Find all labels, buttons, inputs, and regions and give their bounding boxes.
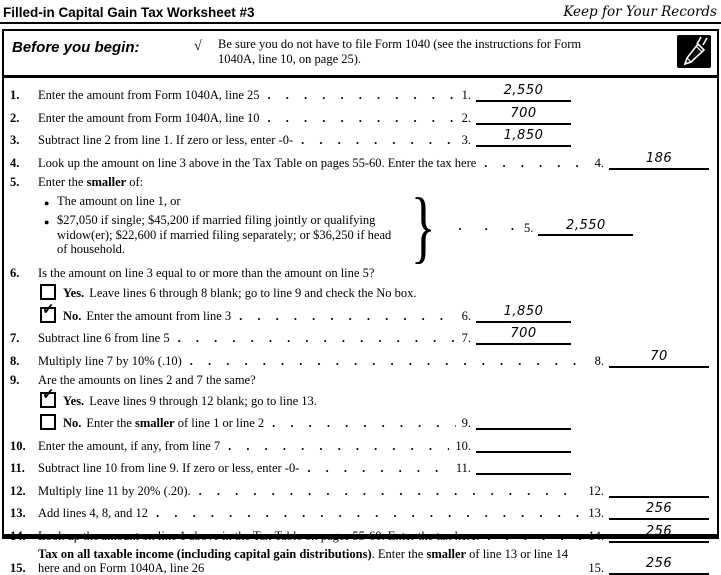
- amount-value[interactable]: [476, 412, 571, 430]
- amount-value[interactable]: 1,850: [476, 129, 571, 147]
- dot-leader: [199, 484, 583, 498]
- before-you-begin-text: Be sure you do not have to file Form 1040 (see the instructions for Form 1040A, line 10, on page 25).: [218, 37, 582, 66]
- line-text-segment: Enter the amount, if any, from line 7: [38, 438, 221, 453]
- line-number: 15.: [10, 561, 26, 575]
- line-text: [38, 484, 191, 498]
- line-text-segment: Add lines 4, 8, and 12: [38, 506, 149, 520]
- worksheet-lines: [4, 78, 717, 575]
- dot-leader: . . .: [458, 219, 525, 233]
- line-number: 3.: [10, 133, 20, 147]
- line-text-segment: Multiply line 7 by 10% (.10): [38, 353, 182, 368]
- checkmark-icon: √: [194, 39, 202, 54]
- amount-field-line-14: [588, 525, 709, 543]
- dot-leader: [268, 111, 456, 125]
- bullet-list: [44, 194, 404, 260]
- keep-for-your-records-note: Keep for Your Records: [563, 4, 717, 20]
- line-text: [38, 266, 374, 280]
- dot-leader: [307, 461, 449, 475]
- checkbox-label: No.: [63, 416, 82, 430]
- amount-field-line-2: [462, 107, 571, 125]
- worksheet-line-8: [10, 350, 711, 368]
- worksheet-line-5: [10, 174, 711, 189]
- line-text-segment: Leave lines 9 through 12 blank; go to line 13.: [89, 393, 317, 408]
- checkbox-checked[interactable]: [40, 301, 56, 323]
- checkbox-row-line-9-no: [40, 412, 711, 430]
- dot-leader: [272, 416, 455, 430]
- amount-field-line-3: [462, 129, 571, 147]
- amount-value[interactable]: 2,550: [476, 84, 571, 102]
- line-text-segment: Leave lines 6 through 8 blank; go to line 9 and check the No box.: [89, 286, 417, 300]
- line-text: [38, 354, 182, 368]
- checkmark-icon: ✓: [42, 386, 55, 403]
- line-number: 13.: [10, 506, 26, 520]
- worksheet-line-4: [10, 152, 711, 170]
- line-text-segment: . Enter the: [371, 547, 427, 561]
- line-text: [38, 133, 293, 147]
- amount-value[interactable]: 256: [609, 525, 709, 543]
- line-text-segment: Subtract line 2 from line 1. If zero or less, enter -0-: [38, 133, 294, 147]
- worksheet-box: [2, 29, 719, 575]
- amount-label: 3.: [461, 133, 471, 147]
- amount-field-line-13: [588, 502, 709, 520]
- amount-value[interactable]: 186: [609, 152, 709, 170]
- line-text-segment: Multiply line 11 by 20% (.20).: [38, 483, 191, 498]
- dot-leader: [156, 506, 582, 520]
- amount-value[interactable]: 1,850: [476, 305, 571, 323]
- before-you-begin-label: Before you begin:: [12, 39, 140, 56]
- checkbox-label: Yes.: [63, 393, 85, 408]
- line-text: [38, 529, 479, 543]
- worksheet-line-7: [10, 327, 711, 345]
- amount-label: 11.: [455, 461, 471, 475]
- checkbox-row-line-6-no: [40, 301, 711, 323]
- checkbox-text: [86, 309, 231, 323]
- line-text-segment: Enter the: [86, 416, 135, 430]
- worksheet-line-3: [10, 129, 711, 147]
- amount-label: 2.: [461, 110, 471, 125]
- amount-label: 5.: [524, 220, 534, 235]
- line-text-segment: Subtract line 10 from line 9. If zero or less, enter -0-: [38, 461, 300, 475]
- worksheet-line-15: [10, 547, 711, 575]
- line-number: 9.: [10, 373, 20, 387]
- amount-label: 7.: [461, 331, 471, 345]
- amount-label: 12.: [588, 483, 604, 498]
- bullet-icon: ●: [44, 197, 50, 208]
- amount-field-line-10: [455, 435, 571, 453]
- amount-value[interactable]: [476, 435, 571, 453]
- dot-leader: [239, 309, 455, 323]
- worksheet-line-9: [10, 372, 711, 387]
- worksheet-line-11: [10, 457, 711, 475]
- checkbox-text: [86, 416, 264, 430]
- dot-leader: [190, 354, 589, 368]
- amount-value[interactable]: 256: [609, 557, 709, 575]
- amount-label: 1.: [461, 88, 471, 102]
- worksheet-line-6: [10, 265, 711, 280]
- dot-leader: [301, 133, 456, 147]
- amount-label: 15.: [588, 561, 604, 575]
- bullet-text: $27,050 if single; $45,200 if married filing jointly or qualifying widow(er); $22,600 if married filing separately; or $36,250 if head of household.: [57, 213, 392, 256]
- line-text: [38, 547, 574, 575]
- bullet-item: [44, 213, 404, 257]
- amount-field-line-5: [524, 218, 633, 236]
- amount-field-line-7: [462, 327, 571, 345]
- checkbox-label: No.: [63, 308, 82, 323]
- bullet-item: [44, 194, 404, 211]
- line-text: [38, 506, 148, 520]
- worksheet-line-13: [10, 502, 711, 520]
- line-text: [38, 461, 299, 475]
- before-you-begin-section: [4, 31, 717, 78]
- line-text-segment: Is the amount on line 3 equal to or more than the amount on line 5?: [38, 265, 375, 280]
- line-number: 10.: [10, 438, 26, 453]
- amount-field-line-8: [595, 350, 709, 368]
- amount-field-line-4: [595, 152, 709, 170]
- checkbox-checked[interactable]: [40, 386, 56, 408]
- amount-label: 6.: [461, 308, 471, 323]
- line-text-segment: Enter the: [38, 175, 87, 189]
- line-text-segment: of line 13 or line 14 here and on Form 1040A, line 26: [38, 547, 569, 575]
- line-text: [38, 331, 170, 345]
- line-text-segment: smaller: [426, 547, 467, 561]
- line-text-segment: Look up the amount on line 3 above in the Tax Table on pages 55-60. Enter the tax here: [38, 155, 477, 170]
- line-text-segment: Look up the amount on line 1 above in the Tax Table on pages 55-60. Enter the tax here.: [38, 528, 480, 543]
- checkbox-unchecked[interactable]: [40, 284, 56, 300]
- amount-value[interactable]: 700: [476, 327, 571, 345]
- amount-value[interactable]: [476, 457, 571, 475]
- line-number: 4.: [10, 155, 20, 170]
- dot-leader: [484, 156, 588, 170]
- amount-value[interactable]: 700: [476, 107, 571, 125]
- amount-label: 9.: [461, 416, 471, 430]
- worksheet-line-2: [10, 107, 711, 125]
- line-text-segment: Are the amounts on lines 2 and 7 the same?: [38, 373, 256, 387]
- worksheet-line-14: [10, 525, 711, 543]
- pencil-icon: [677, 35, 711, 68]
- checkbox-text: [89, 286, 416, 300]
- line-number: 2.: [10, 110, 20, 125]
- line-text-segment: Enter the amount from Form 1040A, line 25: [38, 88, 260, 102]
- line-text: [38, 111, 260, 125]
- line-text-segment: of line 1 or line 2: [174, 416, 265, 430]
- amount-field-line-15: [588, 557, 709, 575]
- line-number: 11.: [10, 461, 25, 475]
- bullet-icon: ●: [44, 217, 50, 227]
- amount-label: 4.: [594, 155, 604, 170]
- worksheet-line-1: [10, 84, 711, 102]
- amount-field-line-6: [462, 305, 571, 323]
- right-brace: }: [410, 182, 436, 271]
- worksheet-line-12: [10, 480, 711, 498]
- line-text: [38, 373, 256, 387]
- page-header: [0, 0, 721, 24]
- line-text: [38, 156, 476, 170]
- amount-label: 8.: [594, 353, 604, 368]
- line-number: 1.: [10, 88, 20, 102]
- checkbox-label: Yes.: [63, 286, 85, 300]
- checkbox-text: [89, 394, 317, 408]
- line-text-segment: Enter the amount from line 3: [86, 308, 232, 323]
- dot-leader: [268, 88, 456, 102]
- dot-leader: [487, 529, 582, 543]
- amount-label: 13.: [588, 506, 604, 520]
- amount-field-line-1: [462, 84, 571, 102]
- line-text-segment: Enter the amount from Form 1040A, line 10: [38, 110, 260, 125]
- line-text: [38, 439, 220, 453]
- line-number: 7.: [10, 331, 20, 345]
- checkbox-row-line-6-yes: [40, 284, 711, 300]
- checkmark-icon: ✓: [42, 301, 55, 318]
- amount-label: 10.: [455, 438, 471, 453]
- amount-field-line-11: [456, 457, 571, 475]
- line-number: 8.: [10, 353, 20, 368]
- amount-value[interactable]: 70: [609, 350, 709, 368]
- line-text: [38, 88, 260, 102]
- worksheet-line-10: [10, 435, 711, 453]
- line-text-segment: of:: [126, 175, 144, 189]
- line-text-segment: smaller: [135, 416, 175, 430]
- checkbox-row-line-9-yes: [40, 386, 711, 408]
- line-number: 14.: [10, 528, 26, 543]
- line-number: 12.: [10, 483, 26, 498]
- amount-field-line-9: [462, 412, 571, 430]
- amount-field-line-12: [588, 480, 709, 498]
- amount-value[interactable]: 256: [609, 502, 709, 520]
- checkbox-unchecked[interactable]: [40, 414, 56, 430]
- line-text-segment: smaller: [86, 175, 127, 189]
- line-number: 6.: [10, 265, 20, 280]
- line-text-segment: Tax on all taxable income (including capital gain distributions): [38, 547, 372, 561]
- bullet-text: The amount on line 1, or: [57, 193, 181, 208]
- amount-value[interactable]: [609, 480, 709, 498]
- amount-value[interactable]: 2,550: [538, 218, 633, 236]
- line-text-segment: Subtract line 6 from line 5: [38, 331, 170, 345]
- amount-label: 14.: [588, 528, 604, 543]
- dot-leader: [228, 439, 449, 453]
- line-text: [38, 175, 143, 189]
- page-title: Filled-in Capital Gain Tax Worksheet #3: [3, 5, 255, 20]
- line-number: 5.: [10, 175, 20, 189]
- dot-leader: [178, 331, 456, 345]
